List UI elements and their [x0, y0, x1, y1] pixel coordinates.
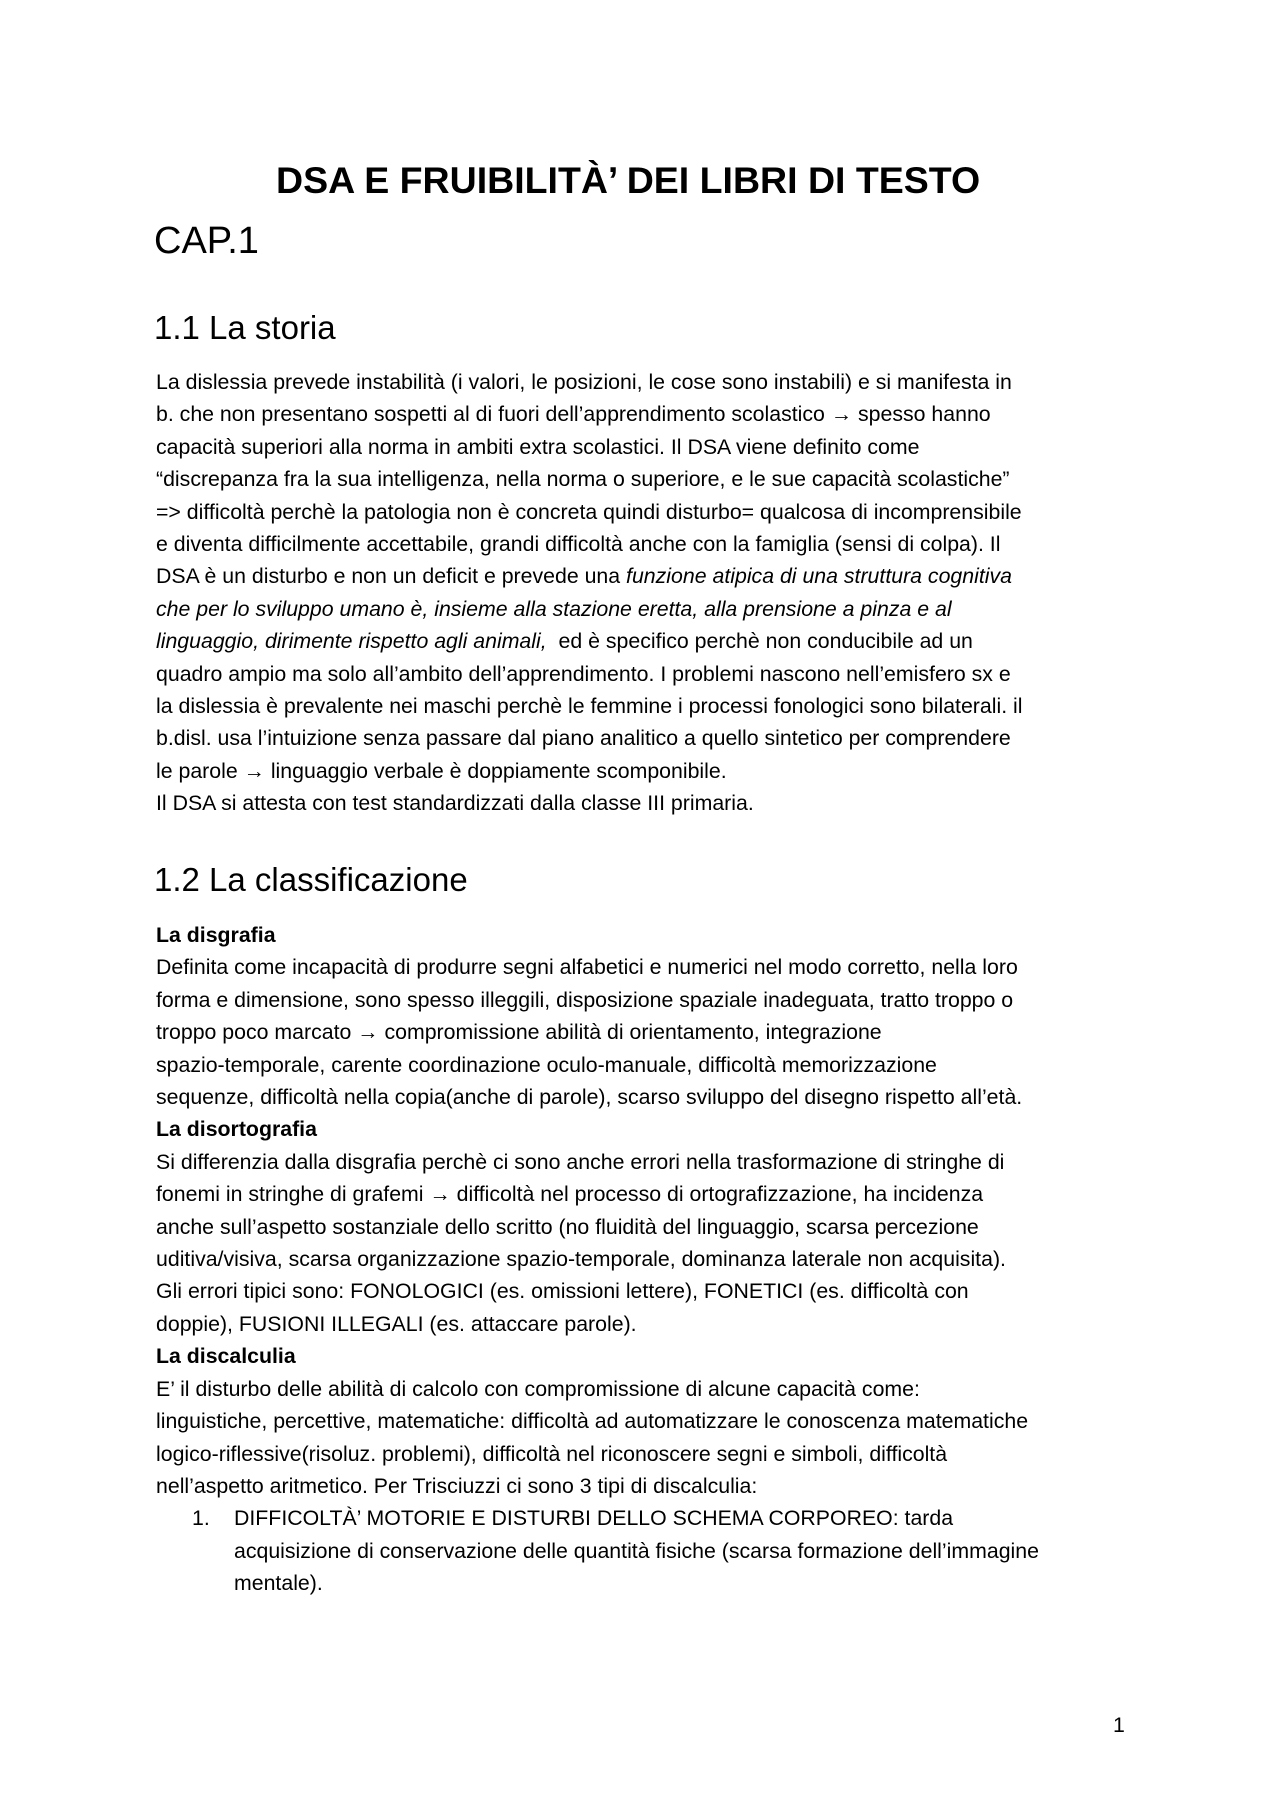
section-classificazione-body	[156, 919, 1039, 1600]
list-item	[156, 1502, 1039, 1599]
paragraph-line: sequenze, difficoltà nella copia(anche di parole), scarso sviluppo del disegno rispetto all’età.	[156, 1085, 1023, 1110]
paragraph-line: fonemi in stringhe di grafemi → difficoltà nel processo di ortografizzazione, ha incidenza	[156, 1182, 984, 1207]
paragraph-line: la dislessia è prevalente nei maschi perchè le femmine i processi fonologici sono bilaterali. il	[156, 694, 1023, 719]
text-run: DSA è un disturbo e non un deficit e prevede una	[156, 564, 627, 589]
paragraph-line: capacità superiori alla norma in ambiti extra scolastici. Il DSA viene definito come	[156, 434, 920, 459]
paragraph-line: logico-riflessive(risoluz. problemi), difficoltà nel riconoscere segni e simboli, difficoltà	[156, 1441, 948, 1466]
text-run: DIFFICOLTÀ’ MOTORIE E DISTURBI DELLO SCHEMA CORPOREO: tarda	[234, 1506, 954, 1531]
paragraph-line	[156, 593, 1023, 625]
paragraph-line: E’ il disturbo delle abilità di calcolo con compromissione di alcune capacità come:	[156, 1376, 920, 1401]
paragraph-line: spazio-temporale, carente coordinazione oculo-manuale, difficoltà memorizzazione	[156, 1052, 937, 1077]
section-heading-classificazione: 1.2 La classificazione	[154, 861, 468, 898]
subheading-disortografia: La disortografia	[156, 1117, 317, 1142]
paragraph-line: b. che non presentano sospetti al di fuori dell’apprendimento scolastico → spesso hanno	[156, 402, 991, 427]
paragraph-line: nell’aspetto aritmetico. Per Trisciuzzi ci sono 3 tipi di discalculia:	[156, 1473, 758, 1498]
list-item-line: mentale).	[234, 1571, 323, 1596]
italic-text: che per lo sviluppo umano è, insieme alla stazione eretta, alla prensione a pinza e al	[156, 596, 952, 621]
paragraph-line	[156, 560, 1023, 592]
document-title: DSA E FRUIBILITÀ’ DEI LIBRI DI TESTO	[276, 159, 981, 201]
subheading-disgrafia: La disgrafia	[156, 923, 276, 947]
paragraph-line: le parole → linguaggio verbale è doppiamente scomponibile.	[156, 758, 727, 783]
subheading-discalculia: La discalculia	[156, 1344, 296, 1369]
list-item-line: acquisizione di conservazione delle quantità fisiche (scarsa formazione dell’immagine	[234, 1538, 1039, 1563]
numbered-list	[156, 1502, 1039, 1599]
paragraph-line: Definita come incapacità di produrre segni alfabetici e numerici nel modo corretto, nella loro	[156, 955, 1018, 980]
chapter-label: CAP.1	[154, 220, 259, 262]
paragraph-line: Si differenzia dalla disgrafia perchè ci sono anche errori nella trasformazione di stringhe di	[156, 1149, 1005, 1174]
paragraph-line: doppie), FUSIONI ILLEGALI (es. attaccare parole).	[156, 1311, 637, 1336]
paragraph-line: La dislessia prevede instabilità (i valori, le posizioni, le cose sono instabili) e si manifesta in	[156, 370, 1012, 394]
paragraph-line	[156, 625, 1023, 657]
paragraph-line: e diventa difficilmente accettabile, grandi difficoltà anche con la famiglia (sensi di colpa). Il	[156, 532, 1001, 557]
paragraph-line: quadro ampio ma solo all’ambito dell’apprendimento. I problemi nascono nell’emisfero sx e	[156, 661, 1011, 686]
page-number: 1	[1113, 1713, 1125, 1737]
paragraph-line: forma e dimensione, sono spesso illeggili, disposizione spaziale inadeguata, tratto troppo o	[156, 987, 1014, 1012]
paragraph-line: uditiva/visiva, scarsa organizzazione spazio-temporale, dominanza laterale non acquisita).	[156, 1247, 1006, 1272]
paragraph-line: => difficoltà perchè la patologia non è concreta quindi disturbo= qualcosa di incomprensibile	[156, 499, 1022, 524]
paragraph-line: troppo poco marcato → compromissione abilità di orientamento, integrazione	[156, 1020, 882, 1045]
paragraph-line: Gli errori tipici sono: FONOLOGICI (es. omissioni lettere), FONETICI (es. difficoltà con	[156, 1279, 969, 1304]
text-run: ed è specifico perchè non conducibile ad un	[546, 629, 973, 654]
section-heading-storia: 1.1 La storia	[154, 309, 336, 346]
italic-text: linguaggio, dirimente rispetto agli animali,	[156, 629, 547, 654]
list-item-line	[156, 1502, 1039, 1534]
paragraph-line: linguistiche, percettive, matematiche: difficoltà ad automatizzare le conoscenza matematiche	[156, 1409, 1029, 1434]
italic-text: funzione atipica di una struttura cognitiva	[626, 564, 1012, 589]
list-item-number: 1.	[192, 1506, 210, 1531]
paragraph-line: Il DSA si attesta con test standardizzati dalla classe III primaria.	[156, 791, 754, 816]
paragraph-line: “discrepanza fra la sua intelligenza, nella norma o superiore, e le sue capacità scolastiche”	[156, 467, 1010, 492]
paragraph-line: anche sull’aspetto sostanziale dello scritto (no fluidità del linguaggio, scarsa percezione	[156, 1214, 979, 1239]
paragraph-line: b.disl. usa l’intuizione senza passare dal piano analitico a quello sintetico per comprendere	[156, 726, 1011, 751]
section-storia-body	[156, 366, 1023, 820]
